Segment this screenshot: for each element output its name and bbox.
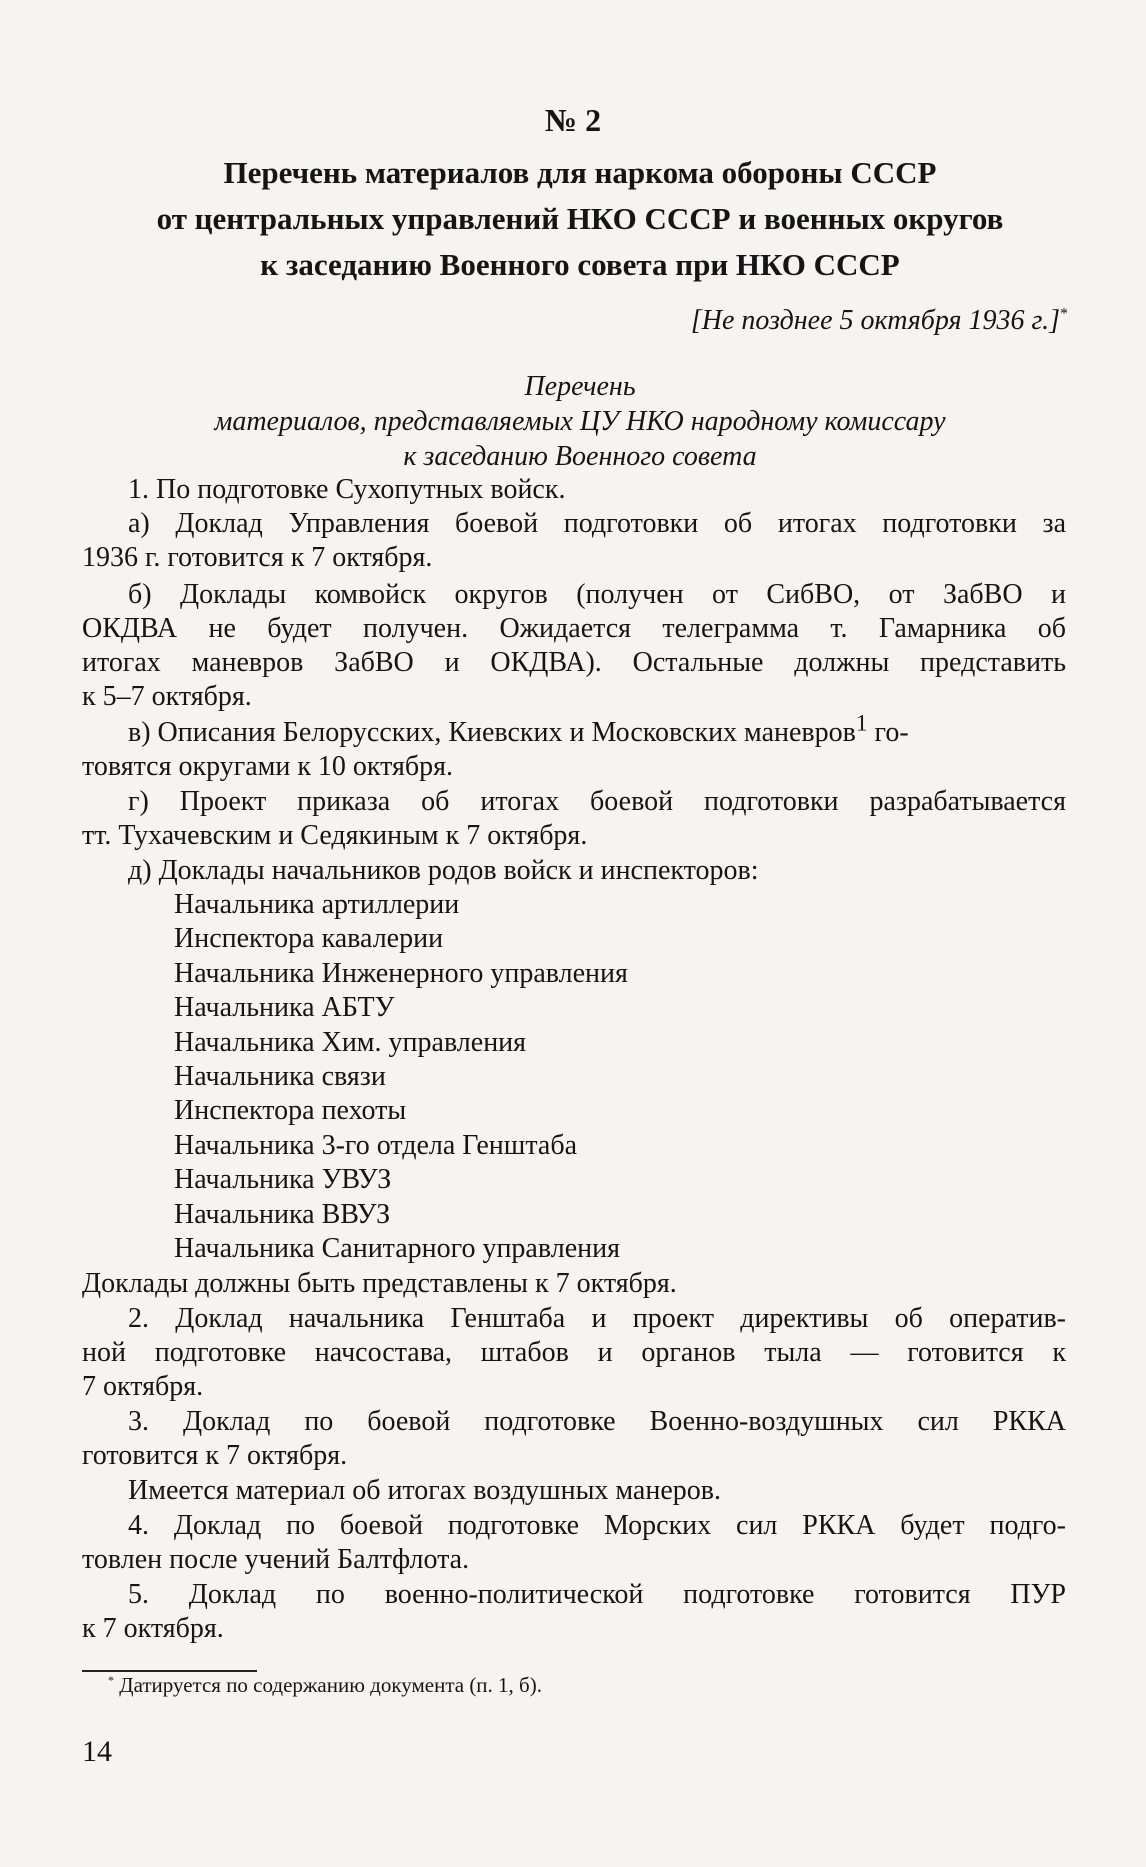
body-text: го-	[867, 717, 909, 748]
document-dating	[691, 305, 1068, 337]
body-line: Доклады должны быть представлены к 7 октября.	[82, 1268, 677, 1299]
list-item: Начальника Хим. управления	[174, 1027, 527, 1058]
body-line: к 5–7 октября.	[82, 681, 252, 712]
footnote-mark: *	[108, 1673, 114, 1687]
dating-footnote-mark: *	[1060, 305, 1068, 323]
body-line: ной подготовке начсостава, штабов и органов тыла — готовится к	[82, 1337, 1066, 1368]
body-line: ОКДВА не будет получен. Ожидается телеграмма т. Гамарника об	[82, 613, 1066, 644]
body-line: итогах маневров ЗабВО и ОКДВА). Остальные должны представить	[82, 647, 1066, 678]
list-item: Начальника 3-го отдела Генштаба	[174, 1130, 577, 1161]
page-number: 14	[82, 1735, 112, 1768]
body-line: 3. Доклад по боевой подготовке Военно-воздушных сил РККА	[128, 1406, 1066, 1437]
list-item: Начальника АБТУ	[174, 992, 395, 1023]
list-item: Начальника УВУЗ	[174, 1164, 392, 1195]
list-item: Начальника артиллерии	[174, 889, 460, 920]
body-line: б) Доклады комвойск округов (получен от СибВО, от ЗабВО и	[128, 579, 1066, 610]
body-line: г) Проект приказа об итогах боевой подготовки разрабатывается	[128, 786, 1066, 817]
body-line: 2. Доклад начальника Генштаба и проект директивы об оператив-	[128, 1303, 1066, 1334]
title-line: Перечень материалов для наркома обороны СССР	[223, 155, 937, 190]
list-item: Начальника Санитарного управления	[174, 1233, 620, 1264]
list-subtitle	[100, 369, 1060, 474]
document-title	[100, 150, 1060, 288]
footnote	[108, 1673, 542, 1698]
body-line: а) Доклад Управления боевой подготовки об итогах подготовки за	[128, 508, 1066, 539]
subtitle-line: к заседанию Военного совета	[403, 441, 757, 472]
list-item: Инспектора пехоты	[174, 1095, 407, 1126]
body-line: товлен после учений Балтфлота.	[82, 1544, 470, 1575]
footnote-divider	[82, 1670, 257, 1672]
document-number: № 2	[544, 102, 602, 138]
body-line: 5. Доклад по военно-политической подготовке готовится ПУР	[128, 1579, 1066, 1610]
body-line	[128, 710, 909, 750]
body-line: тт. Тухачевским и Седякиным к 7 октября.	[82, 820, 588, 851]
title-line: к заседанию Военного совета при НКО СССР	[260, 247, 900, 282]
body-line: 1. По подготовке Сухопутных войск.	[128, 474, 566, 505]
list-item: Начальника Инженерного управления	[174, 958, 628, 989]
body-line: 1936 г. готовится к 7 октября.	[82, 542, 433, 573]
body-line: товятся округами к 10 октября.	[82, 751, 454, 782]
footnote-ref: 1	[855, 710, 868, 737]
subtitle-line: Перечень	[524, 371, 636, 402]
subtitle-line: материалов, представляемых ЦУ НКО народному комиссару	[214, 406, 946, 437]
body-line: к 7 октября.	[82, 1613, 224, 1644]
title-line: от центральных управлений НКО СССР и военных округов	[156, 201, 1004, 236]
list-item: Инспектора кавалерии	[174, 923, 444, 954]
body-line: д) Доклады начальников родов войск и инспекторов:	[128, 855, 759, 886]
body-line: готовится к 7 октября.	[82, 1440, 348, 1471]
body-text: в) Описания Белорусских, Киевских и Московских маневров	[128, 717, 856, 748]
body-line: Имеется материал об итогах воздушных манеров.	[128, 1475, 721, 1506]
body-line: 4. Доклад по боевой подготовке Морских сил РККА будет подго-	[128, 1510, 1066, 1541]
body-line: 7 октября.	[82, 1371, 204, 1402]
list-item: Начальника ВВУЗ	[174, 1199, 391, 1230]
list-item: Начальника связи	[174, 1061, 386, 1092]
dating-text: [Не позднее 5 октября 1936 г.]	[690, 305, 1060, 336]
footnote-text: Датируется по содержанию документа (п. 1, б).	[114, 1673, 542, 1697]
